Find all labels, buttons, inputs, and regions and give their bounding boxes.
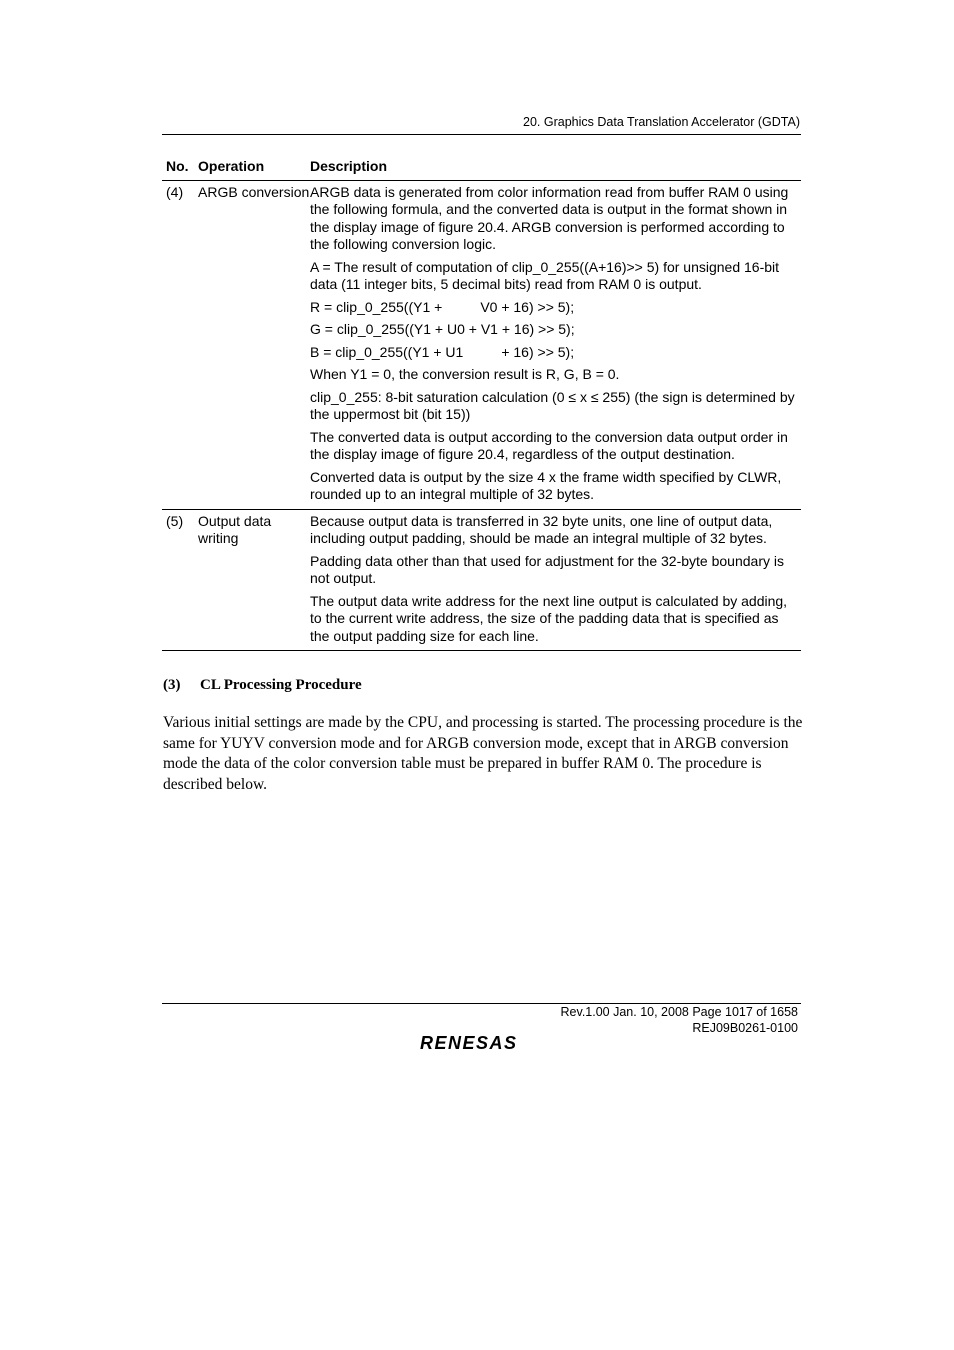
description-paragraph: The converted data is output according to the conversion data output order in the display image of figure 20.4, regardless of the output destination. (310, 428, 788, 462)
document-number: REJ09B0261-0100 (692, 1020, 798, 1035)
description-paragraph: ARGB data is generated from color information read from buffer RAM 0 using the following formula, and the converted data is output in the format shown in the display image of figure 20.4. ARGB conversion is performed according to the following conversion logic. (310, 183, 789, 252)
formula-b-left: B = clip_0_255((Y1 + U1 (310, 343, 464, 360)
row-number: (4) (162, 180, 198, 509)
column-header-no: No. (162, 156, 198, 180)
table-row (162, 180, 801, 509)
formula-r-left: R = clip_0_255((Y1 + (310, 298, 443, 315)
description-paragraph: The output data write address for the next line output is calculated by adding, to the current write address, the size of the padding data that is specified as the output padding size for each line. (310, 592, 788, 644)
formula-b (310, 344, 801, 362)
description-paragraph: Padding data other than that used for adjustment for the 32-byte boundary is not output. (310, 552, 784, 586)
row-operation: Output data writing (198, 509, 310, 651)
row-description (310, 509, 801, 651)
page-footer (480, 1005, 798, 1036)
section-heading (163, 677, 362, 694)
row-number: (5) (162, 509, 198, 651)
description-paragraph: Converted data is output by the size 4 x the frame width specified by CLWR, rounded up to an integral multiple of 32 bytes. (310, 468, 782, 502)
formula-r (310, 299, 801, 317)
renesas-logo (420, 1033, 542, 1055)
section-title: CL Processing Procedure (200, 677, 362, 693)
table-header-row (162, 156, 801, 180)
row-operation: ARGB conversion (198, 180, 310, 509)
page-header: 20. Graphics Data Translation Accelerator (GDTA) (523, 115, 800, 129)
formula-b-right: + 16) >> 5); (501, 343, 575, 360)
description-paragraph: A = The result of computation of clip_0_255((A+16)>> 5) for unsigned 16-bit data (11 integer bits, 5 decimal bits) read from RAM 0 is output. (310, 258, 780, 292)
column-header-operation: Operation (198, 156, 310, 180)
row-description (310, 180, 801, 509)
column-header-description: Description (310, 156, 801, 180)
table-row (162, 509, 801, 651)
description-paragraph: clip_0_255: 8-bit saturation calculation (0 ≤ x ≤ 255) (the sign is determined by the uppermost bit (bit 15)) (310, 388, 795, 422)
description-paragraph: Because output data is transferred in 32 byte units, one line of output data, including output padding, should be made an integral multiple of 32 bytes. (310, 512, 773, 546)
operation-table (162, 156, 801, 651)
revision-info: Rev.1.00 Jan. 10, 2008 Page 1017 of 1658 (560, 1005, 798, 1019)
body-paragraph: Various initial settings are made by the CPU, and processing is started. The processing procedure is the same for YUYV conversion mode and for ARGB conversion mode, except that in ARGB conversion mode the data of the color conversion table must be prepared in buffer RAM 0. The procedure is described below. (163, 714, 803, 793)
section-number: (3) (163, 677, 181, 693)
logo-text: RENESAS (420, 1033, 518, 1053)
description-paragraph: When Y1 = 0, the conversion result is R, G, B = 0. (310, 366, 620, 382)
formula-r-right: V0 + 16) >> 5); (480, 298, 575, 315)
formula-g: G = clip_0_255((Y1 + U0 + V1 + 16) >> 5); (310, 321, 575, 337)
header-rule (162, 134, 801, 135)
footer-rule (162, 1003, 801, 1004)
